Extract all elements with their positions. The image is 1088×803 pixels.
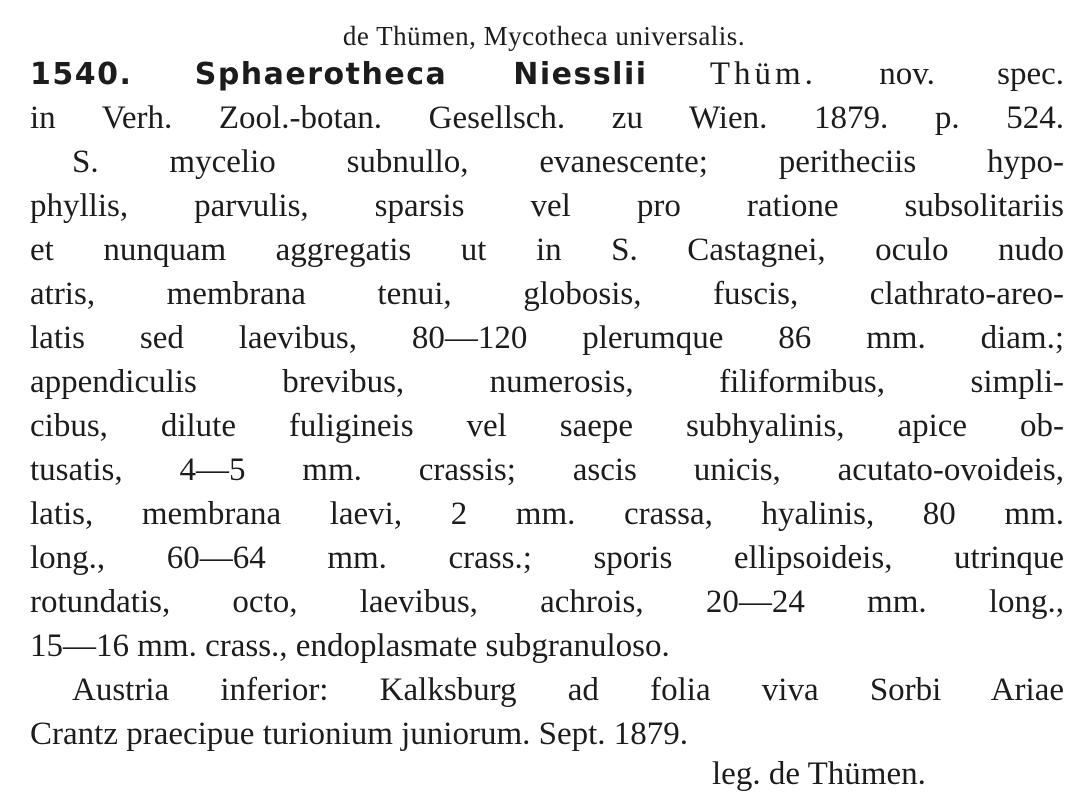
description-line: 15—16 mm. crass., endoplasmate subgranuloso.: [30, 628, 670, 664]
description-line: tusatis, 4—5 mm. crassis; ascis unicis, acutato-ovoideis,: [30, 452, 1064, 488]
description-line: appendiculis brevibus, numerosis, filiformibus, simpli-: [30, 364, 1064, 400]
collector-line: leg. de Thümen.: [712, 756, 926, 792]
description-line: rotundatis, octo, laevibus, achrois, 20—24 mm. long.,: [30, 584, 1064, 620]
citation-line: in Verh. Zool.-botan. Gesellsch. zu Wien. 1879. p. 524.: [30, 100, 1064, 136]
running-header: de Thümen, Mycotheca universalis.: [342, 21, 746, 51]
locality-line: Crantz praecipue turionium juniorum. Sept. 1879.: [30, 716, 689, 752]
taxon-name: Sphaerotheca Niesslii: [194, 57, 648, 92]
description-line: et nunquam aggregatis ut in S. Castagnei, oculo nudo: [30, 232, 1064, 268]
entry-number: 1540.: [30, 57, 133, 92]
description-line: cibus, dilute fuligineis vel saepe subhyalinis, apice ob-: [30, 408, 1064, 444]
description-line: S. mycelio subnullo, evanescente; peritheciis hypo-: [72, 144, 1064, 180]
description-line: latis sed laevibus, 80—120 plerumque 86 mm. diam.;: [30, 320, 1064, 356]
entry-title-line: [30, 52, 1064, 96]
title-rest: nov. spec.: [879, 56, 1064, 92]
locality-line: Austria inferior: Kalksburg ad folia viva Sorbi Ariae: [72, 672, 1064, 708]
taxon-author: Thüm.: [709, 56, 817, 92]
description-line: phyllis, parvulis, sparsis vel pro ratione subsolitariis: [30, 188, 1064, 224]
description-line: atris, membrana tenui, globosis, fuscis, clathrato-areo-: [30, 276, 1064, 312]
description-line: long., 60—64 mm. crass.; sporis ellipsoideis, utrinque: [30, 540, 1064, 576]
description-line: latis, membrana laevi, 2 mm. crassa, hyalinis, 80 mm.: [30, 496, 1064, 532]
